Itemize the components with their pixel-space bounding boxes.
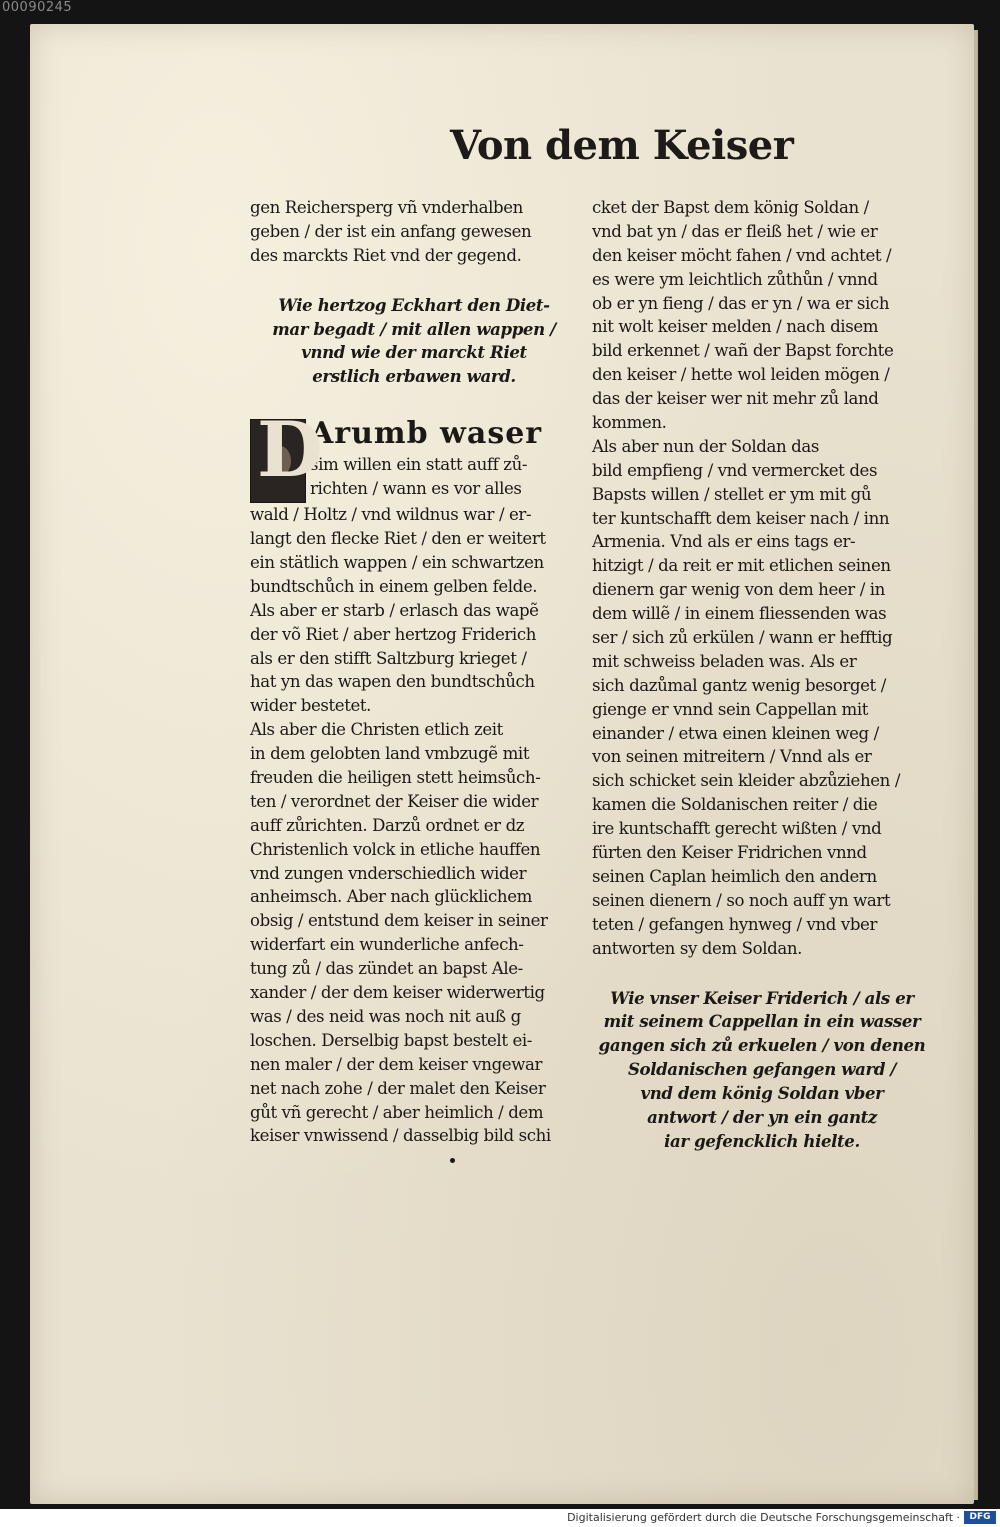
text-line: sich dazůmal gantz wenig besorget / xyxy=(592,675,886,695)
text-line: vnd dem könig Soldan vber xyxy=(640,1083,884,1104)
running-head: Von dem Keiser xyxy=(450,122,794,169)
text-line: einander / etwa einen kleinen weg / xyxy=(592,723,879,743)
text-line: Soldanischen gefangen ward / xyxy=(627,1059,897,1080)
text-line: nit wolt keiser melden / nach disem xyxy=(592,317,879,337)
left-top-lines xyxy=(250,196,578,268)
text-line: mar begadt / mit allen wappen / xyxy=(272,318,556,339)
right-column xyxy=(592,196,932,1154)
page-ornament-dot xyxy=(450,1158,455,1163)
text-line: gůt vñ gerecht / aber heimlich / dem xyxy=(250,1102,544,1122)
right-body-text-1 xyxy=(592,196,932,435)
text-line: der võ Riet / aber hertzog Friderich xyxy=(250,624,537,644)
text-line: Bapsts willen / stellet er ym mit gů xyxy=(592,484,872,504)
text-line: den keiser möcht fahen / vnd achtet / xyxy=(592,245,892,265)
decorated-initial-block xyxy=(250,405,578,503)
text-line: Wie hertzog Eckhart den Diet‑ xyxy=(278,294,550,315)
text-line: ire kuntschafft gerecht wißten / vnd xyxy=(592,819,882,839)
text-line: freuden die heiligen stett heimsůch‑ xyxy=(250,768,541,788)
text-line: dienern gar wenig von dem heer / in xyxy=(592,580,885,600)
footer-bar xyxy=(0,1509,1000,1527)
text-line: vnnd wie der marckt Riet xyxy=(301,342,527,363)
text-line: gienge er vnnd sein Cappellan mit xyxy=(592,699,869,719)
text-line: antwort / der yn ein gantz xyxy=(647,1106,877,1127)
text-line: fürten den Keiser Fridrichen vnnd xyxy=(592,843,867,863)
text-line: loschen. Derselbig bapst bestelt ei‑ xyxy=(250,1030,533,1050)
text-line: als er den stifft Saltzburg krieget / xyxy=(250,648,527,668)
text-line: das der keiser wer nit mehr zů land xyxy=(592,389,879,409)
text-line: seinen Caplan heimlich den andern xyxy=(592,866,877,886)
text-line: Christenlich volck in etliche hauffen xyxy=(250,839,541,859)
text-line: antworten sy dem Soldan. xyxy=(592,938,802,958)
text-line: mit schweiss beladen was. Als er xyxy=(592,651,857,671)
text-line: sim willen ein statt auff zů‑ xyxy=(310,455,528,475)
text-line: geben / der ist ein anfang gewesen xyxy=(250,221,532,241)
text-line: bundtschůch in einem gelben felde. xyxy=(250,576,538,596)
text-line: seinen dienern / so noch auff yn wart xyxy=(592,890,891,910)
text-line: gen Reichersperg vñ vnderhalben xyxy=(250,198,523,217)
text-line: ein stätlich wappen / ein schwartzen xyxy=(250,553,544,573)
text-line: mit seinem Cappellan in ein wasser xyxy=(603,1011,921,1032)
text-line: tung zů / das zündet an bapst Ale‑ xyxy=(250,959,523,979)
text-line: Arumb waser xyxy=(310,416,543,452)
text-line: von seinen mitreitern / Vnnd als er xyxy=(592,747,872,767)
text-line: ob er yn fieng / das er yn / wa er sich xyxy=(592,293,890,313)
footer-credit: Digitalisierung gefördert durch die Deutsche Forschungsgemeinschaft · xyxy=(567,1511,960,1524)
initial-adjacent-lines xyxy=(310,415,578,501)
text-line: gangen sich zů erkuelen / von denen xyxy=(598,1035,926,1056)
text-line: des marckts Riet vnd der gegend. xyxy=(250,245,522,265)
text-line: hitzigt / da reit er mit etlichen seinen xyxy=(592,556,891,576)
text-line: erstlich erbawen ward. xyxy=(312,366,516,387)
text-line: keiser vnwissend / dasselbig bild schi xyxy=(250,1126,551,1146)
text-line: widerfart ein wunderliche anfech‑ xyxy=(250,935,524,955)
text-line: teten / gefangen hynweg / vnd vber xyxy=(592,914,878,934)
text-line: xander / der dem keiser widerwertig xyxy=(250,983,545,1003)
text-line: vnd zungen vnderschiedlich wider xyxy=(250,863,527,883)
text-line: was / des neid was noch nit auß g xyxy=(250,1006,521,1026)
text-line: iar gefencklich hielte. xyxy=(664,1130,860,1151)
text-line: in dem gelobten land vmbzugẽ mit xyxy=(250,744,530,764)
text-line: anheimsch. Aber nach glücklichem xyxy=(250,887,532,907)
text-line: vnd bat yn / das er fleiß het / wie er xyxy=(592,221,878,241)
text-line: es were ym leichtlich zůthůn / vnnd xyxy=(592,269,878,289)
decorated-initial-letter: D xyxy=(250,419,306,503)
text-line: ten / verordnet der Keiser die wider xyxy=(250,791,539,811)
text-line: ser / sich zů erkülen / wann er hefftig xyxy=(592,628,893,648)
text-line: wider bestetet. xyxy=(250,696,372,716)
text-line: den keiser / hette wol leiden mögen / xyxy=(592,365,890,385)
text-line: langt den flecke Riet / den er weitert xyxy=(250,529,546,549)
text-line: wald / Holtz / vnd wildnus war / er‑ xyxy=(250,505,532,525)
text-line: kommen. xyxy=(592,413,667,433)
text-line: kamen die Soldanischen reiter / die xyxy=(592,795,878,815)
text-line: bild erkennet / wañ der Bapst forchte xyxy=(592,341,894,361)
left-body-text xyxy=(250,503,578,1148)
text-line: cket der Bapst dem könig Soldan / xyxy=(592,198,869,217)
scan-id: 00090245 xyxy=(2,0,73,15)
text-line: Als aber er starb / erlasch das wapẽ xyxy=(250,600,539,620)
text-line: sich schicket sein kleider abzůziehen / xyxy=(592,771,901,791)
text-line: Wie vnser Keiser Friderich / als er xyxy=(610,987,914,1008)
text-line: nen maler / der dem keiser vngewar xyxy=(250,1054,543,1074)
text-line: obsig / entstund dem keiser in seiner xyxy=(250,911,548,931)
text-line: auff zůrichten. Darzů ordnet er dz xyxy=(250,815,525,835)
text-line: net nach zohe / der malet den Keiser xyxy=(250,1078,546,1098)
right-body-text-2 xyxy=(592,435,932,961)
dfg-logo: DFG xyxy=(964,1511,996,1524)
text-line: hat yn das wapen den bundtschůch xyxy=(250,672,535,692)
right-section-heading xyxy=(592,987,932,1154)
text-line: Als aber nun der Soldan das xyxy=(592,436,819,456)
left-column xyxy=(250,196,578,1148)
text-line: Als aber die Christen etlich zeit xyxy=(250,720,503,740)
text-line: Armenia. Vnd als er eins tags er‑ xyxy=(592,532,856,552)
left-section-heading xyxy=(250,294,578,390)
text-line: ter kuntschafft dem keiser nach / inn xyxy=(592,508,890,528)
text-line: dem willẽ / in einem fliessenden was xyxy=(592,604,887,624)
text-line: richten / wann es vor alles xyxy=(310,479,522,499)
text-line: bild empfieng / vnd vermercket des xyxy=(592,460,878,480)
